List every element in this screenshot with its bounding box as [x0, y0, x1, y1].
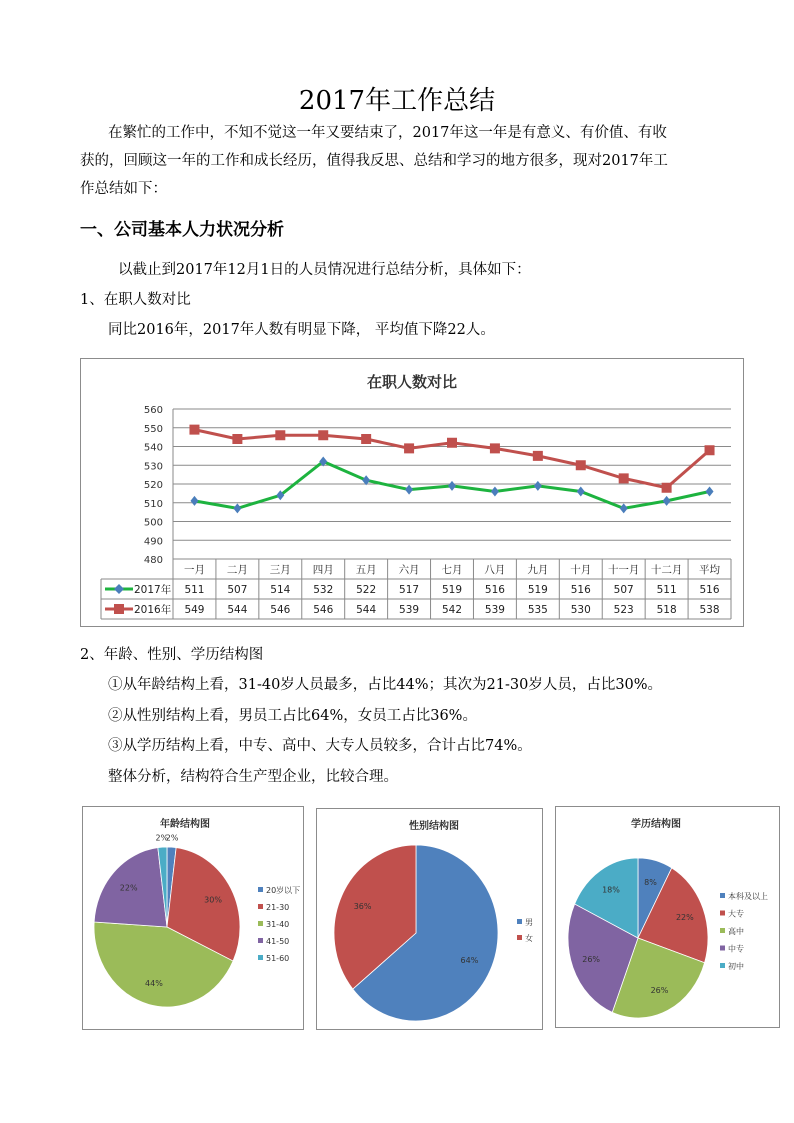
headcount-text: 同比2016年，2017年人数有明显下降， 平均值下降22人。 [108, 322, 495, 338]
data-point [619, 473, 629, 483]
legend-label: 男 [525, 918, 533, 927]
slice-label: 22% [675, 912, 694, 922]
data-label: 522 [356, 584, 377, 596]
legend-label: 女 [525, 934, 533, 943]
y-tick-label: 540 [143, 442, 163, 454]
legend-swatch [720, 928, 725, 933]
legend-label: 31-40 [266, 920, 290, 929]
legend-label: 初中 [728, 962, 744, 971]
data-label: 546 [313, 604, 334, 616]
subheading-headcount: 1、在职人数对比 [80, 292, 191, 308]
data-point [361, 434, 371, 444]
data-point [576, 460, 586, 470]
legend-label: 41-50 [266, 937, 290, 946]
data-label: 530 [570, 604, 591, 616]
page-title: 2017年工作总结 [298, 86, 496, 116]
slice-label: 2% [165, 833, 179, 843]
data-label: 507 [227, 584, 248, 596]
y-tick-label: 510 [143, 498, 163, 510]
x-tick-label: 九月 [527, 564, 549, 576]
y-tick-label: 500 [143, 517, 163, 529]
legend-marker [114, 604, 124, 614]
x-tick-label: 四月 [312, 564, 334, 576]
data-label: 507 [613, 584, 634, 596]
section-intro: 以截止到2017年12月1日的人员情况进行总结分析，具体如下： [118, 262, 531, 278]
data-label: 516 [570, 584, 591, 596]
data-point [577, 487, 585, 497]
data-point [448, 481, 456, 491]
data-point [705, 445, 715, 455]
legend-swatch [720, 963, 725, 968]
legend-swatch [517, 919, 522, 924]
data-label: 514 [270, 584, 291, 596]
slice-label: 8% [644, 878, 657, 888]
slice-label: 22% [119, 883, 138, 893]
data-point [533, 451, 543, 461]
section-heading: 一、公司基本人力状况分析 [80, 220, 284, 240]
age-pie-chart [82, 806, 304, 1030]
data-label: 511 [656, 584, 677, 596]
data-label: 535 [527, 604, 548, 616]
intro-line: 获的，回顾这一年的工作和成长经历，值得我反思、总结和学习的地方很多，现对2017年工 [80, 153, 668, 169]
intro-line: 作总结如下： [80, 181, 167, 197]
x-tick-label: 十一月 [607, 564, 640, 576]
x-tick-label: 十月 [570, 564, 592, 576]
intro-line: 在繁忙的工作中，不知不觉这一年又要结束了，2017年这一年是有意义、有价值、有收 [108, 125, 667, 141]
data-label: 516 [699, 584, 720, 596]
data-label: 546 [270, 604, 291, 616]
data-point [232, 434, 242, 444]
data-label: 544 [227, 604, 248, 616]
chart-title: 在职人数对比 [366, 373, 458, 391]
slice-label: 26% [582, 955, 601, 965]
data-label: 519 [441, 584, 463, 596]
slice-label: 26% [650, 986, 669, 996]
gender-pie-chart [316, 808, 543, 1030]
data-point [190, 496, 198, 506]
data-point [662, 483, 672, 493]
data-label: 516 [484, 584, 505, 596]
x-tick-label: 一月 [183, 564, 205, 576]
chart-title: 年龄结构图 [160, 819, 210, 830]
data-point [405, 485, 413, 495]
legend-swatch [258, 938, 263, 943]
data-label: 538 [699, 604, 720, 616]
legend-swatch [720, 946, 725, 951]
headcount-line-chart [80, 358, 744, 627]
data-point [318, 430, 328, 440]
x-tick-label: 三月 [269, 564, 291, 576]
point-summary: 整体分析，结构符合生产型企业，比较合理。 [108, 769, 398, 785]
legend-label: 大专 [728, 909, 744, 919]
slice-label: 18% [602, 885, 620, 895]
data-point [233, 503, 241, 513]
data-label: 511 [184, 584, 205, 596]
slice-label: 30% [204, 895, 222, 905]
legend-label: 51-60 [266, 954, 290, 963]
data-point [447, 438, 457, 448]
data-label: 517 [399, 584, 420, 596]
education-pie-chart [555, 806, 780, 1028]
x-tick-label: 平均 [699, 564, 721, 576]
slice-label: 36% [353, 902, 372, 912]
legend-label: 高中 [728, 927, 744, 936]
data-label: 523 [613, 604, 634, 616]
data-label: 519 [527, 584, 548, 596]
data-label: 518 [656, 604, 677, 616]
legend-label: 2016年 [134, 604, 172, 616]
legend-marker [114, 584, 124, 594]
data-point [189, 425, 199, 435]
legend-swatch [258, 921, 263, 926]
x-tick-label: 五月 [355, 564, 377, 576]
legend-label: 2017年 [134, 584, 172, 596]
legend-swatch [258, 887, 263, 892]
point-education: ③从学历结构上看，中专、高中、大专人员较多，合计占比74%。 [108, 738, 532, 754]
point-gender: ②从性别结构上看，男员工占比64%，女员工占比36%。 [108, 708, 477, 724]
x-tick-label: 十二月 [650, 564, 683, 576]
slice-label: 64% [460, 955, 479, 965]
data-label: 549 [184, 604, 205, 616]
slice-label: 44% [145, 978, 163, 988]
data-point [404, 443, 414, 453]
legend-label: 中专 [728, 944, 744, 954]
data-point [275, 430, 285, 440]
legend-swatch [720, 911, 725, 916]
x-tick-label: 二月 [226, 564, 248, 576]
data-label: 539 [399, 604, 420, 616]
y-tick-label: 530 [143, 461, 163, 473]
y-tick-label: 490 [143, 536, 163, 548]
y-tick-label: 560 [143, 405, 163, 416]
y-tick-label: 550 [143, 423, 163, 435]
data-point [534, 481, 542, 491]
legend-label: 本科及以上 [728, 892, 768, 901]
data-point [706, 487, 714, 497]
x-tick-label: 六月 [398, 564, 420, 576]
point-age: ①从年龄结构上看，31-40岁人员最多，占比44%；其次为21-30岁人员，占比30%。 [108, 677, 663, 693]
chart-title: 学历结构图 [631, 819, 681, 830]
y-tick-label: 520 [143, 480, 163, 491]
slice-label: 2% [155, 833, 169, 843]
data-label: 532 [313, 584, 334, 596]
data-label: 542 [441, 604, 463, 616]
y-tick-label: 480 [143, 555, 163, 566]
legend-label: 21-30 [266, 903, 290, 912]
legend-swatch [258, 955, 263, 960]
legend-swatch [517, 935, 522, 940]
legend-swatch [720, 893, 725, 898]
x-tick-label: 七月 [441, 564, 463, 576]
data-point [490, 443, 500, 453]
legend-label: 20岁以下 [266, 886, 301, 895]
data-point [491, 487, 499, 497]
data-label: 544 [356, 604, 377, 616]
chart-title: 性别结构图 [409, 821, 459, 832]
data-point [620, 503, 628, 513]
subheading-structure: 2、年龄、性别、学历结构图 [80, 647, 264, 663]
data-point [663, 496, 671, 506]
data-label: 539 [484, 604, 505, 616]
x-tick-label: 八月 [484, 564, 506, 576]
legend-swatch [258, 904, 263, 909]
